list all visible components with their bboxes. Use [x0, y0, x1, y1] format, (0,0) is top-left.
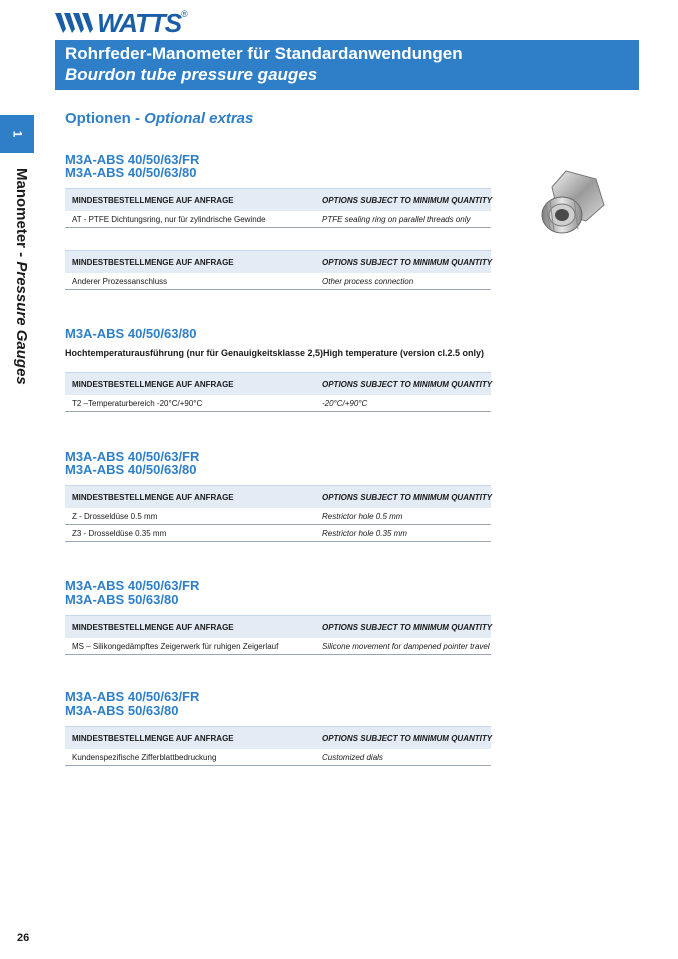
logo-registered-mark: ®	[181, 9, 188, 19]
table-row	[65, 211, 491, 228]
row-english: Other process connection	[322, 277, 414, 286]
table-row	[65, 525, 491, 542]
section-4-table-1	[65, 615, 491, 655]
table-header	[65, 250, 491, 273]
row-german: Z3 - Drosseldüse 0.35 mm	[72, 529, 167, 538]
table-row	[65, 508, 491, 525]
row-german: T2 –Temperaturbereich -20°C/+90°C	[72, 399, 203, 408]
header-english: OPTIONS SUBJECT TO MINIMUM QUANTITY	[322, 258, 493, 267]
table-header	[65, 726, 491, 749]
table-row	[65, 638, 491, 655]
row-german: MS – Silikongedämpftes Zeigerwerk für ruhigen Zeigerlauf	[72, 642, 279, 651]
section-1-table-2	[65, 250, 491, 290]
header-english: OPTIONS SUBJECT TO MINIMUM QUANTITY	[322, 734, 493, 743]
section-5-table-1	[65, 726, 491, 766]
table-header	[65, 372, 491, 395]
watts-logo	[55, 9, 188, 37]
banner-title-english: Bourdon tube pressure gauges	[65, 65, 318, 84]
section-3-model-1: M3A-ABS 40/50/63/FR	[65, 449, 200, 464]
side-label-english: Pressure Gauges	[13, 261, 30, 385]
header-english: OPTIONS SUBJECT TO MINIMUM QUANTITY	[322, 380, 493, 389]
section-2-model-1: M3A-ABS 40/50/63/80	[65, 326, 197, 341]
table-header	[65, 485, 491, 508]
table-row	[65, 749, 491, 766]
section-4-model-1: M3A-ABS 40/50/63/FR	[65, 578, 200, 593]
table-header	[65, 615, 491, 638]
row-english: Restrictor hole 0.5 mm	[322, 512, 403, 521]
header-german: MINDESTBESTELLMENGE AUF ANFRAGE	[72, 623, 234, 632]
row-english: -20°C/+90°C	[322, 399, 368, 408]
fitting-image	[528, 163, 620, 255]
table-row	[65, 273, 491, 290]
section-5-model-1: M3A-ABS 40/50/63/FR	[65, 689, 200, 704]
row-german: Kundenspezifische Zifferblattbedruckung	[72, 753, 217, 762]
row-english: PTFE sealing ring on parallel threads only	[322, 215, 471, 224]
chapter-tab	[0, 115, 34, 153]
options-heading	[65, 110, 253, 127]
table-row	[65, 395, 491, 412]
header-german: MINDESTBESTELLMENGE AUF ANFRAGE	[72, 258, 234, 267]
header-english: OPTIONS SUBJECT TO MINIMUM QUANTITY	[322, 623, 493, 632]
section-1-table-1	[65, 188, 491, 228]
header-english: OPTIONS SUBJECT TO MINIMUM QUANTITY	[322, 196, 493, 205]
chapter-number: 1	[10, 130, 24, 138]
options-heading-english: Optional extras	[144, 110, 254, 127]
options-heading-german: Optionen -	[65, 110, 145, 127]
banner-title-german: Rohrfeder-Manometer für Standardanwendungen	[65, 44, 463, 63]
header-german: MINDESTBESTELLMENGE AUF ANFRAGE	[72, 380, 234, 389]
row-german: AT - PTFE Dichtungsring, nur für zylindrische Gewinde	[72, 215, 266, 224]
subtitle-german: Hochtemperaturausführung (nur für Genauigkeitsklasse 2,5)	[65, 348, 324, 358]
row-english: Customized dials	[322, 753, 383, 762]
row-german: Z - Drosseldüse 0.5 mm	[72, 512, 158, 521]
header-english: OPTIONS SUBJECT TO MINIMUM QUANTITY	[322, 493, 493, 502]
header-german: MINDESTBESTELLMENGE AUF ANFRAGE	[72, 493, 234, 502]
section-4-model-2: M3A-ABS 50/63/80	[65, 592, 179, 607]
section-1-model-2: M3A-ABS 40/50/63/80	[65, 165, 197, 180]
row-english: Restrictor hole 0.35 mm	[322, 529, 407, 538]
logo-wordmark: WATTS	[97, 7, 182, 38]
section-3-model-2: M3A-ABS 40/50/63/80	[65, 462, 197, 477]
row-german: Anderer Prozessanschluss	[72, 277, 168, 286]
subtitle-english: High temperature (version cl.2.5 only)	[323, 348, 485, 358]
header-german: MINDESTBESTELLMENGE AUF ANFRAGE	[72, 734, 234, 743]
row-english: Silicone movement for dampened pointer travel	[322, 642, 490, 651]
section-1-model-1: M3A-ABS 40/50/63/FR	[65, 152, 200, 167]
table-header	[65, 188, 491, 211]
header-german: MINDESTBESTELLMENGE AUF ANFRAGE	[72, 196, 234, 205]
side-label-german: Manometer -	[13, 168, 30, 262]
page-number: 26	[17, 932, 30, 944]
section-5-model-2: M3A-ABS 50/63/80	[65, 703, 179, 718]
section-2-table-1	[65, 372, 491, 412]
section-3-table-1	[65, 485, 491, 542]
title-banner	[55, 40, 639, 90]
watts-logo-mark-icon	[55, 11, 95, 35]
